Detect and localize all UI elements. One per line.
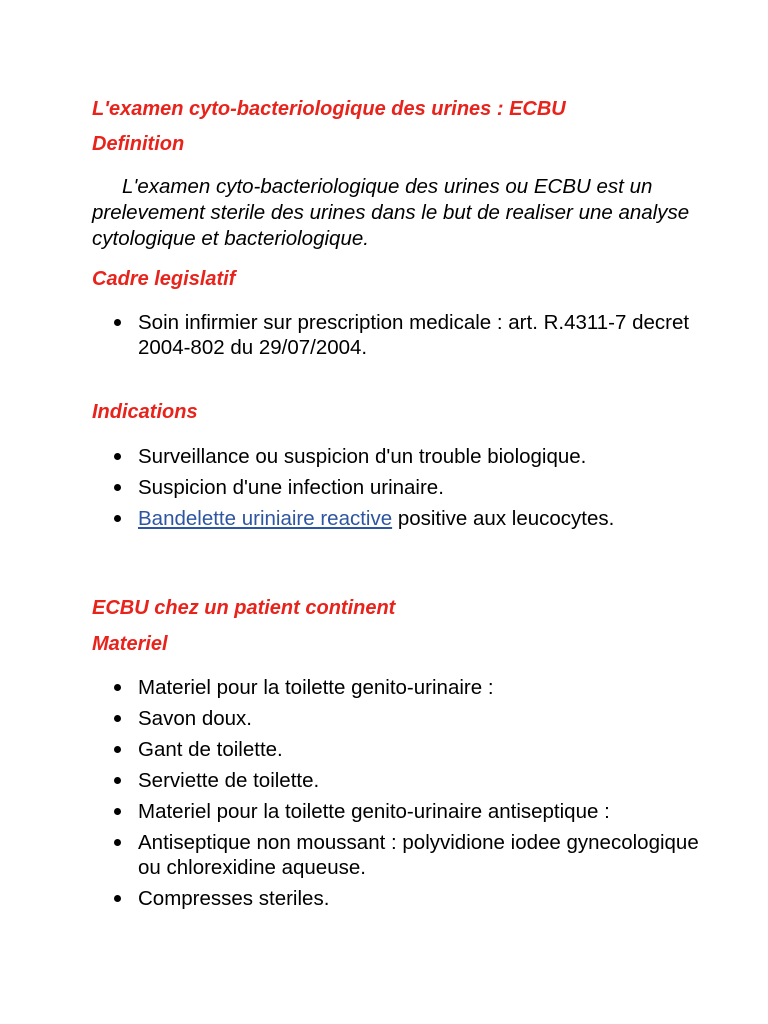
bullet-icon	[114, 839, 121, 846]
list-item: Surveillance ou suspicion d'un trouble biologique.	[0, 444, 700, 469]
bullet-icon	[114, 684, 121, 691]
list-item: Materiel pour la toilette genito-urinaire :	[0, 675, 700, 700]
bullet-icon	[114, 484, 121, 491]
list-item: Soin infirmier sur prescription medicale : art. R.4311-7 decret 2004-802 du 29/07/2004.	[0, 310, 700, 360]
list-item: Compresses steriles.	[0, 886, 700, 911]
document-title: L'examen cyto-bacteriologique des urines : ECBU	[92, 98, 566, 120]
indications-list	[0, 444, 700, 537]
cadre-legislatif-list	[0, 310, 700, 366]
bullet-icon	[114, 453, 121, 460]
materiel-heading: Materiel	[92, 633, 168, 655]
list-item: Antiseptique non moussant : polyvidione iodee gynecologique ou chlorexidine aqueuse.	[0, 830, 700, 880]
bullet-icon	[114, 746, 121, 753]
bullet-icon	[114, 715, 121, 722]
ecbu-continent-heading: ECBU chez un patient continent	[92, 597, 396, 619]
definition-heading: Definition	[92, 133, 185, 155]
materiel-list	[0, 675, 700, 917]
list-item: Savon doux.	[0, 706, 700, 731]
list-item: Gant de toilette.	[0, 737, 700, 762]
definition-text: L'examen cyto-bacteriologique des urines ou ECBU est un prelevement sterile des urines dans le but de realiser une analyse cytologique et bacteriologique.	[92, 175, 690, 250]
bandelette-link[interactable]: Bandelette uriniaire reactive	[138, 507, 393, 530]
list-item: Bandelette uriniaire reactive positive aux leucocytes.	[0, 506, 700, 531]
list-item: Materiel pour la toilette genito-urinaire antiseptique :	[0, 799, 700, 824]
bullet-icon	[114, 777, 121, 784]
bullet-icon	[114, 808, 121, 815]
indications-heading: Indications	[92, 401, 198, 423]
definition-paragraph	[92, 174, 692, 252]
bullet-icon	[114, 515, 121, 522]
bullet-icon	[114, 895, 121, 902]
cadre-legislatif-heading: Cadre legislatif	[92, 268, 236, 290]
list-item: Suspicion d'une infection urinaire.	[0, 475, 700, 500]
list-item: Serviette de toilette.	[0, 768, 700, 793]
bullet-icon	[114, 319, 121, 326]
